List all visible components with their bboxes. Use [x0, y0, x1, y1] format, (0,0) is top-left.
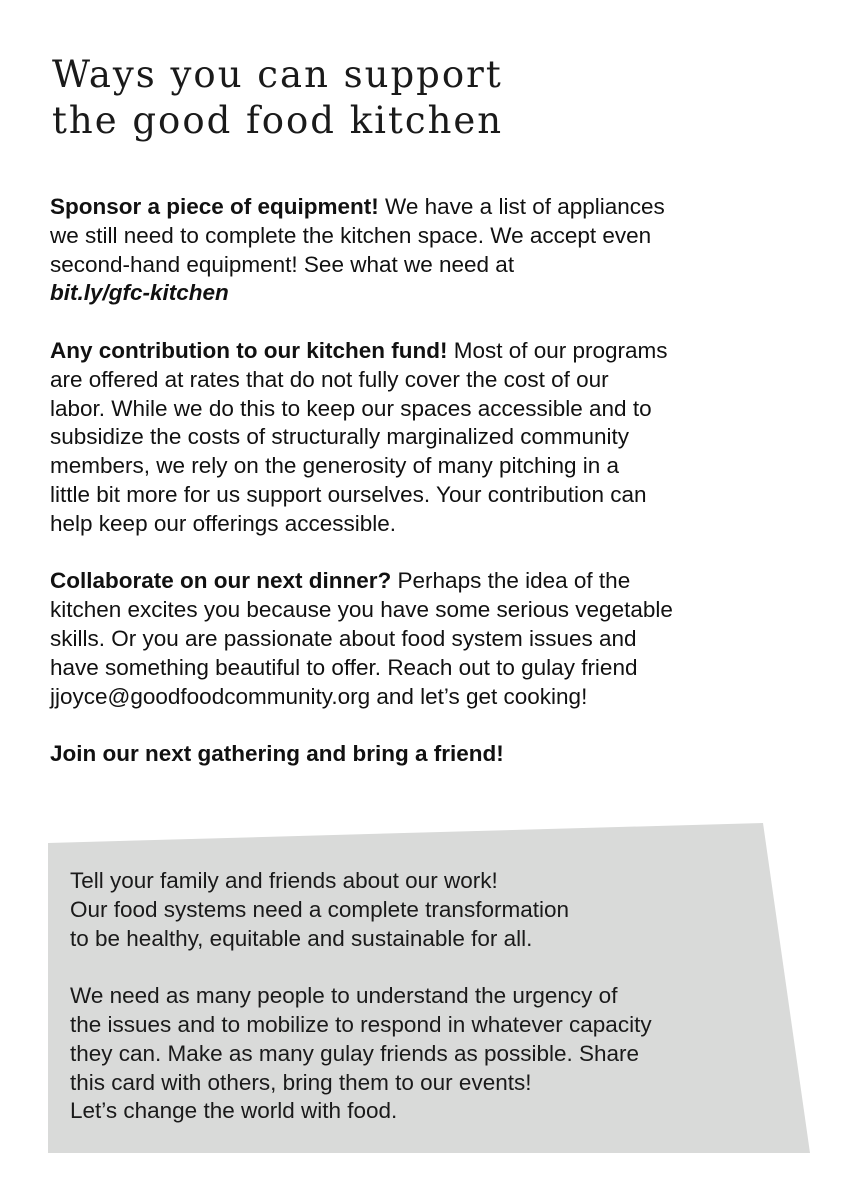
- share-panel-text: [70, 867, 652, 1155]
- kitchen-link[interactable]: bit.ly/gfc-kitchen: [50, 280, 229, 306]
- fund-line-7: help keep our offerings accessible.: [50, 510, 397, 536]
- sponsor-line-3: second-hand equipment! See what we need at: [50, 251, 515, 277]
- collaborate-line-2: kitchen excites you because you have some serious vegetable: [50, 597, 673, 623]
- share-paragraph-1: [70, 867, 652, 953]
- sponsor-line-2: we still need to complete the kitchen space. We accept even: [50, 222, 652, 248]
- fund-line-3: labor. While we do this to keep our spaces accessible and to: [50, 395, 652, 421]
- fund-line-4: subsidize the costs of structurally marginalized community: [50, 424, 629, 450]
- share-p1-line-2: Our food systems need a complete transformation: [70, 896, 569, 922]
- join-heading: Join our next gathering and bring a friend!: [50, 741, 504, 767]
- collaborate-line-3: skills. Or you are passionate about food system issues and: [50, 625, 637, 651]
- share-p2-line-3: they can. Make as many gulay friends as possible. Share: [70, 1040, 640, 1066]
- title-line-1: Ways you can support: [52, 53, 503, 96]
- share-p2-line-5: Let’s change the world with food.: [70, 1098, 398, 1124]
- sponsor-text: We have a list of appliances: [378, 194, 665, 219]
- share-paragraph-2: [70, 982, 652, 1126]
- share-p1-line-1: Tell your family and friends about our work!: [70, 868, 498, 893]
- share-p1-line-3: to be healthy, equitable and sustainable for all.: [70, 925, 533, 951]
- share-p2-line-2: the issues and to mobilize to respond in whatever capacity: [70, 1011, 652, 1037]
- fund-line-6: little bit more for us support ourselves. Your contribution can: [50, 481, 647, 507]
- collaborate-line-4: have something beautiful to offer. Reach out to gulay friend: [50, 654, 638, 680]
- fund-line-2: are offered at rates that do not fully cover the cost of our: [50, 366, 609, 392]
- share-p2-line-1: We need as many people to understand the urgency of: [70, 983, 618, 1009]
- fund-text: Most of our programs: [447, 337, 668, 363]
- collaborate-line-5: jjoyce@goodfoodcommunity.org and let’s get cooking!: [50, 683, 588, 709]
- fund-line-5: members, we rely on the generosity of many pitching in a: [50, 453, 620, 479]
- share-p2-line-4: this card with others, bring them to our events!: [70, 1069, 532, 1095]
- collaborate-text: Perhaps the idea of the: [391, 568, 631, 594]
- sponsor-heading: Sponsor a piece of equipment!: [50, 194, 379, 219]
- title-line-2: the good food kitchen: [52, 99, 504, 142]
- collaborate-heading: Collaborate on our next dinner?: [50, 568, 392, 594]
- fund-heading: Any contribution to our kitchen fund!: [50, 337, 448, 363]
